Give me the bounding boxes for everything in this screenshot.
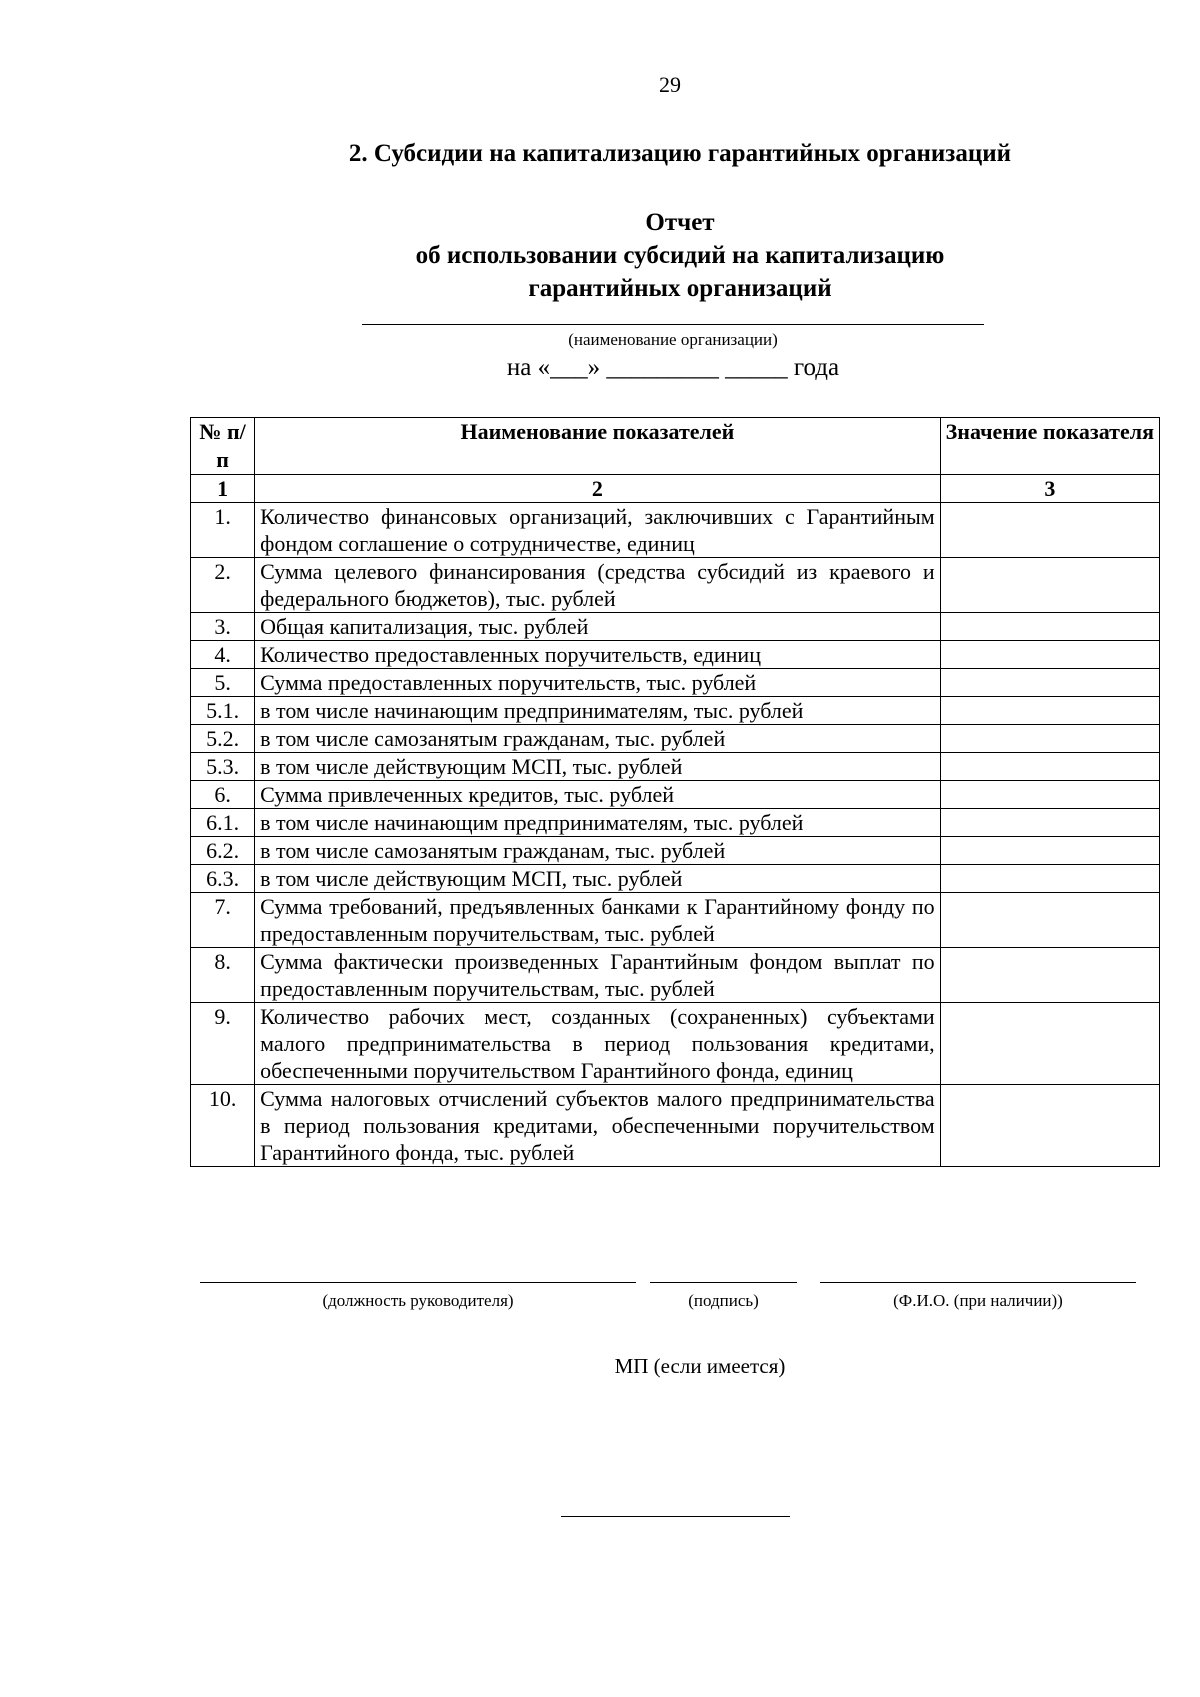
row-number: 7. <box>191 893 255 948</box>
indicator-name: в том числе начинающим предпринимателям, тыс. рублей <box>255 809 941 837</box>
report-title <box>190 206 1170 305</box>
indicator-value-cell[interactable] <box>940 669 1159 697</box>
indicator-value-cell[interactable] <box>940 503 1159 558</box>
header-indicator-name: Наименование показателей <box>255 418 941 475</box>
indicator-name: Количество рабочих мест, созданных (сохраненных) субъектами малого предпринимательства в период пользования кредитами, обеспеченными поручительством Гарантийного фонда, единиц <box>255 1003 941 1085</box>
organization-name-field[interactable] <box>362 324 984 325</box>
indicator-value-cell[interactable] <box>940 893 1159 948</box>
table-row <box>191 1085 1160 1167</box>
indicator-name: Сумма требований, предъявленных банками к Гарантийному фонду по предоставленным поручительствам, тыс. рублей <box>255 893 941 948</box>
header-indicator-value: Значение показателя <box>940 418 1159 475</box>
table-row <box>191 948 1160 1003</box>
full-name-caption: (Ф.И.О. (при наличии)) <box>893 1291 1063 1310</box>
table-row <box>191 641 1160 669</box>
position-caption: (должность руководителя) <box>322 1291 514 1310</box>
table-row <box>191 613 1160 641</box>
indicators-table <box>190 417 1160 1167</box>
full-name-signature-line[interactable] <box>820 1282 1136 1283</box>
table-row <box>191 809 1160 837</box>
indicator-name: Сумма фактически произведенных Гарантийным фондом выплат по предоставленным поручительствам, тыс. рублей <box>255 948 941 1003</box>
position-signature-line[interactable] <box>200 1282 636 1283</box>
table-row <box>191 865 1160 893</box>
indicator-value-cell[interactable] <box>940 809 1159 837</box>
row-number: 6.1. <box>191 809 255 837</box>
indicator-name: Общая капитализация, тыс. рублей <box>255 613 941 641</box>
report-title-line-1: Отчет <box>645 209 715 236</box>
row-number: 1. <box>191 503 255 558</box>
table-row <box>191 781 1160 809</box>
section-title: 2. Субсидии на капитализацию гарантийных организаций <box>348 140 1012 167</box>
indicator-value-cell[interactable] <box>940 948 1159 1003</box>
header-number: № п/п <box>191 418 255 475</box>
indicator-value-cell[interactable] <box>940 1003 1159 1085</box>
page-number: 29 <box>659 72 681 97</box>
table-row <box>191 697 1160 725</box>
indicator-name: в том числе самозанятым гражданам, тыс. рублей <box>255 725 941 753</box>
table-row <box>191 753 1160 781</box>
table-row <box>191 893 1160 948</box>
row-number: 8. <box>191 948 255 1003</box>
row-number: 10. <box>191 1085 255 1167</box>
row-number: 4. <box>191 641 255 669</box>
indicator-name: в том числе начинающим предпринимателям, тыс. рублей <box>255 697 941 725</box>
report-date-line: на «___» _________ _____ года <box>506 354 840 381</box>
indicator-name: Количество финансовых организаций, заключивших с Гарантийным фондом соглашение о сотрудничестве, единиц <box>255 503 941 558</box>
signature-line[interactable] <box>650 1282 797 1283</box>
indicator-name: в том числе действующим МСП, тыс. рублей <box>255 753 941 781</box>
indicator-name: в том числе действующим МСП, тыс. рублей <box>255 865 941 893</box>
indicator-name: Сумма привлеченных кредитов, тыс. рублей <box>255 781 941 809</box>
report-title-line-2: об использовании субсидий на капитализацию <box>415 242 945 269</box>
report-title-line-3: гарантийных организаций <box>528 275 832 302</box>
table-body <box>191 503 1160 1167</box>
indicator-value-cell[interactable] <box>940 558 1159 613</box>
row-number: 6. <box>191 781 255 809</box>
row-number: 6.3. <box>191 865 255 893</box>
organization-name-caption: (наименование организации) <box>568 330 778 349</box>
table-row <box>191 503 1160 558</box>
row-number: 5.1. <box>191 697 255 725</box>
column-number: 1 <box>191 475 255 503</box>
row-number: 6.2. <box>191 837 255 865</box>
indicator-value-cell[interactable] <box>940 781 1159 809</box>
row-number: 5.3. <box>191 753 255 781</box>
indicator-value-cell[interactable] <box>940 837 1159 865</box>
stamp-place: МП (если имеется) <box>614 1354 786 1378</box>
bottom-rule <box>561 1516 790 1517</box>
row-number: 3. <box>191 613 255 641</box>
signature-caption: (подпись) <box>688 1291 759 1310</box>
indicator-value-cell[interactable] <box>940 725 1159 753</box>
indicator-name: Сумма предоставленных поручительств, тыс. рублей <box>255 669 941 697</box>
indicator-value-cell[interactable] <box>940 697 1159 725</box>
row-number: 2. <box>191 558 255 613</box>
indicator-name: Сумма налоговых отчислений субъектов малого предпринимательства в период пользования кредитами, обеспеченными поручительством Гарантийного фонда, тыс. рублей <box>255 1085 941 1167</box>
column-number: 2 <box>255 475 941 503</box>
table-row <box>191 669 1160 697</box>
row-number: 5.2. <box>191 725 255 753</box>
column-numbers-row <box>191 475 1160 503</box>
column-number: 3 <box>940 475 1159 503</box>
table-row <box>191 1003 1160 1085</box>
indicator-name: Сумма целевого финансирования (средства субсидий из краевого и федерального бюджетов), тыс. рублей <box>255 558 941 613</box>
indicator-value-cell[interactable] <box>940 1085 1159 1167</box>
table-row <box>191 725 1160 753</box>
table-header-row <box>191 418 1160 475</box>
indicator-name: Количество предоставленных поручительств, единиц <box>255 641 941 669</box>
row-number: 9. <box>191 1003 255 1085</box>
row-number: 5. <box>191 669 255 697</box>
indicator-value-cell[interactable] <box>940 865 1159 893</box>
indicator-value-cell[interactable] <box>940 753 1159 781</box>
table-row <box>191 837 1160 865</box>
table-row <box>191 558 1160 613</box>
indicator-name: в том числе самозанятым гражданам, тыс. рублей <box>255 837 941 865</box>
indicator-value-cell[interactable] <box>940 641 1159 669</box>
indicator-value-cell[interactable] <box>940 613 1159 641</box>
